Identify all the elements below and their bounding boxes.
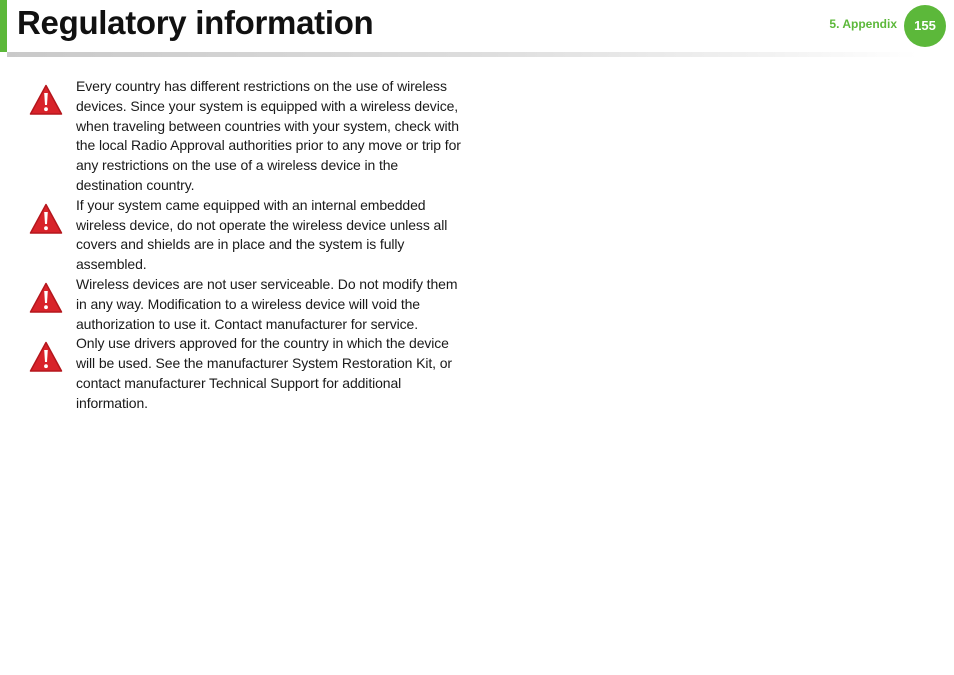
- section-label: 5. Appendix: [829, 17, 897, 31]
- header-accent-bar: [0, 0, 7, 52]
- warning-icon: [29, 282, 63, 314]
- page-title: Regulatory information: [17, 4, 374, 41]
- warning-item: [28, 275, 468, 334]
- warning-list: [28, 77, 468, 414]
- warning-item: [28, 77, 468, 196]
- page-number-badge: 155: [904, 5, 946, 47]
- warning-text: If your system came equipped with an internal embedded wireless device, do not operate the wireless device unless all covers and shields are in place and the system is fully assembled.: [76, 196, 448, 273]
- warning-item: [28, 196, 468, 275]
- warning-text: Every country has different restrictions on the use of wireless devices. Since your system is equipped with a wireless device, when traveling between countries with your system, check with the local Radio Approval authorities prior to any move or trip for any restrictions on the use of a wireless device in the destination country.: [76, 78, 461, 193]
- warning-text: Wireless devices are not user serviceable. Do not modify them in any way. Modification to a wireless device will void the authorization to use it. Contact manufacturer for service.: [76, 275, 458, 332]
- warning-icon: [29, 341, 63, 373]
- warning-icon: [29, 203, 63, 235]
- header-divider: [7, 52, 917, 57]
- warning-item: [28, 334, 468, 413]
- warning-icon: [29, 84, 63, 116]
- warning-text: Only use drivers approved for the country in which the device will be used. See the manufacturer System Restoration Kit, or contact manufacturer Technical Support for additional information.: [76, 335, 452, 411]
